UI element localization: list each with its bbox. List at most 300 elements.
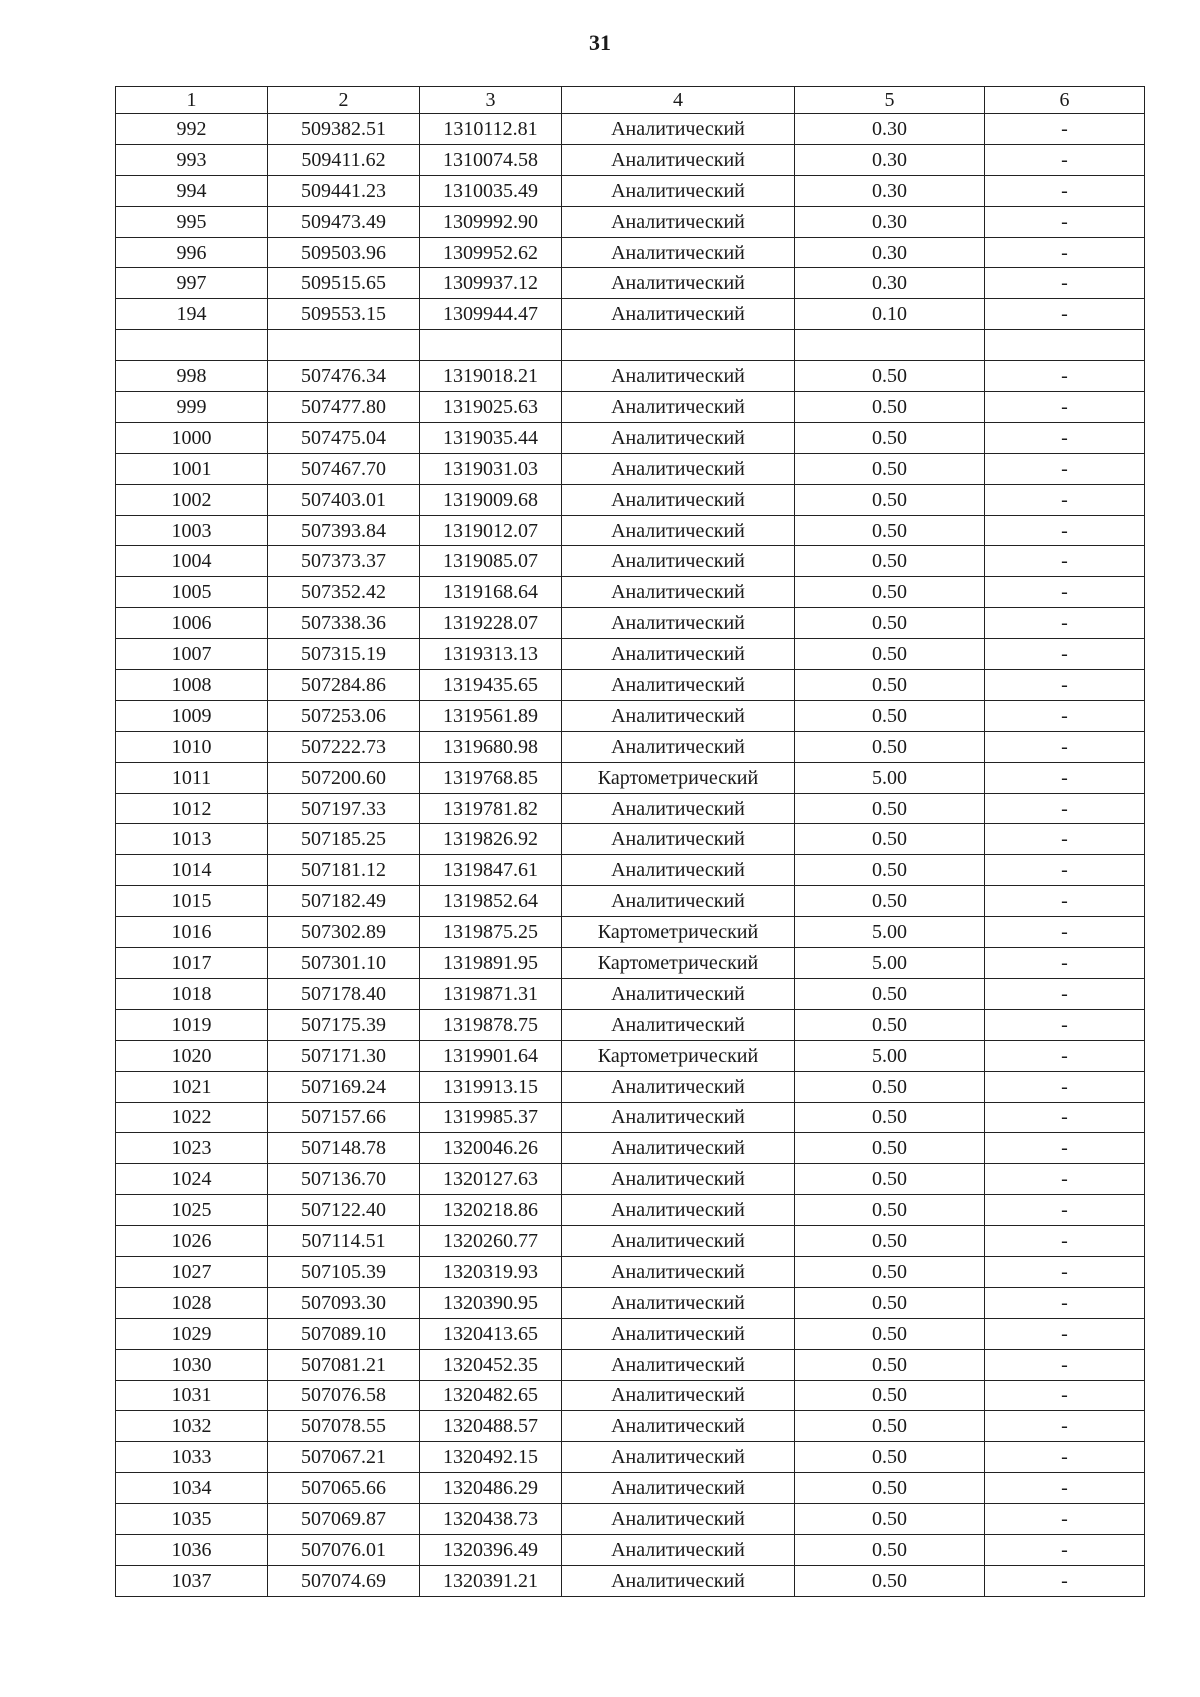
y-coordinate-cell: 1309992.90 xyxy=(420,206,562,237)
table-row xyxy=(116,731,1145,762)
accuracy-cell: 0.50 xyxy=(795,1256,985,1287)
table-row xyxy=(116,1195,1145,1226)
point-number-cell: 1009 xyxy=(116,700,268,731)
method-cell: Аналитический xyxy=(562,515,795,546)
point-number-cell: 1037 xyxy=(116,1565,268,1596)
y-coordinate-cell: 1319768.85 xyxy=(420,762,562,793)
point-number-cell: 1029 xyxy=(116,1318,268,1349)
method-cell: Аналитический xyxy=(562,1133,795,1164)
y-coordinate-cell: 1320260.77 xyxy=(420,1226,562,1257)
x-coordinate-cell: 509382.51 xyxy=(268,114,420,145)
note-cell: - xyxy=(985,1195,1145,1226)
note-cell: - xyxy=(985,886,1145,917)
table-row xyxy=(116,144,1145,175)
note-cell: - xyxy=(985,484,1145,515)
y-coordinate-cell: 1319875.25 xyxy=(420,917,562,948)
note-cell: - xyxy=(985,237,1145,268)
y-coordinate-cell: 1310035.49 xyxy=(420,175,562,206)
table-row xyxy=(116,1256,1145,1287)
point-number-cell: 996 xyxy=(116,237,268,268)
note-cell: - xyxy=(985,639,1145,670)
table-row xyxy=(116,670,1145,701)
method-cell: Аналитический xyxy=(562,1102,795,1133)
accuracy-cell: 0.50 xyxy=(795,1534,985,1565)
point-number-cell: 1004 xyxy=(116,546,268,577)
point-number-cell: 992 xyxy=(116,114,268,145)
accuracy-cell: 5.00 xyxy=(795,917,985,948)
accuracy-cell: 0.50 xyxy=(795,1102,985,1133)
note-cell xyxy=(985,330,1145,361)
table-row xyxy=(116,608,1145,639)
method-cell: Аналитический xyxy=(562,855,795,886)
table-row xyxy=(116,1226,1145,1257)
point-number-cell: 1010 xyxy=(116,731,268,762)
y-coordinate-cell: 1320218.86 xyxy=(420,1195,562,1226)
note-cell: - xyxy=(985,1411,1145,1442)
accuracy-cell: 5.00 xyxy=(795,1040,985,1071)
method-cell: Аналитический xyxy=(562,361,795,392)
table-row xyxy=(116,1164,1145,1195)
accuracy-cell: 0.50 xyxy=(795,639,985,670)
accuracy-cell: 0.30 xyxy=(795,268,985,299)
x-coordinate-cell: 509553.15 xyxy=(268,299,420,330)
point-number-cell: 1030 xyxy=(116,1349,268,1380)
x-coordinate-cell: 507076.58 xyxy=(268,1380,420,1411)
point-number-cell: 1003 xyxy=(116,515,268,546)
note-cell: - xyxy=(985,546,1145,577)
table-row xyxy=(116,361,1145,392)
y-coordinate-cell: 1309952.62 xyxy=(420,237,562,268)
accuracy-cell: 5.00 xyxy=(795,762,985,793)
table-row xyxy=(116,886,1145,917)
x-coordinate-cell: 507067.21 xyxy=(268,1442,420,1473)
x-coordinate-cell: 509515.65 xyxy=(268,268,420,299)
method-cell: Аналитический xyxy=(562,886,795,917)
y-coordinate-cell: 1319913.15 xyxy=(420,1071,562,1102)
table-row xyxy=(116,1071,1145,1102)
accuracy-cell: 0.50 xyxy=(795,392,985,423)
y-coordinate-cell: 1319168.64 xyxy=(420,577,562,608)
x-coordinate-cell: 507338.36 xyxy=(268,608,420,639)
point-number-cell: 993 xyxy=(116,144,268,175)
method-cell xyxy=(562,330,795,361)
accuracy-cell: 0.50 xyxy=(795,793,985,824)
x-coordinate-cell: 507148.78 xyxy=(268,1133,420,1164)
point-number-cell: 1013 xyxy=(116,824,268,855)
method-cell: Аналитический xyxy=(562,299,795,330)
x-coordinate-cell: 507076.01 xyxy=(268,1534,420,1565)
y-coordinate-cell: 1319826.92 xyxy=(420,824,562,855)
table-row xyxy=(116,1504,1145,1535)
table-row xyxy=(116,1411,1145,1442)
accuracy-cell: 0.50 xyxy=(795,1071,985,1102)
method-cell: Аналитический xyxy=(562,1534,795,1565)
point-number-cell: 1026 xyxy=(116,1226,268,1257)
note-cell: - xyxy=(985,175,1145,206)
x-coordinate-cell: 507393.84 xyxy=(268,515,420,546)
table-row xyxy=(116,175,1145,206)
note-cell: - xyxy=(985,144,1145,175)
note-cell: - xyxy=(985,670,1145,701)
table-row xyxy=(116,917,1145,948)
point-number-cell: 194 xyxy=(116,299,268,330)
x-coordinate-cell: 507181.12 xyxy=(268,855,420,886)
accuracy-cell: 0.50 xyxy=(795,1226,985,1257)
table-row xyxy=(116,1102,1145,1133)
point-number-cell xyxy=(116,330,268,361)
accuracy-cell: 0.50 xyxy=(795,453,985,484)
x-coordinate-cell: 507284.86 xyxy=(268,670,420,701)
x-coordinate-cell: 507074.69 xyxy=(268,1565,420,1596)
x-coordinate-cell: 507182.49 xyxy=(268,886,420,917)
x-coordinate-cell: 507081.21 xyxy=(268,1349,420,1380)
x-coordinate-cell: 507467.70 xyxy=(268,453,420,484)
note-cell: - xyxy=(985,1164,1145,1195)
table-row xyxy=(116,1473,1145,1504)
point-number-cell: 1001 xyxy=(116,453,268,484)
method-cell: Аналитический xyxy=(562,577,795,608)
point-number-cell: 1036 xyxy=(116,1534,268,1565)
y-coordinate-cell: 1320488.57 xyxy=(420,1411,562,1442)
y-coordinate-cell: 1310074.58 xyxy=(420,144,562,175)
point-number-cell: 1007 xyxy=(116,639,268,670)
point-number-cell: 1034 xyxy=(116,1473,268,1504)
x-coordinate-cell: 507089.10 xyxy=(268,1318,420,1349)
accuracy-cell: 0.50 xyxy=(795,546,985,577)
method-cell: Аналитический xyxy=(562,453,795,484)
accuracy-cell: 0.50 xyxy=(795,1133,985,1164)
y-coordinate-cell: 1320046.26 xyxy=(420,1133,562,1164)
x-coordinate-cell: 507157.66 xyxy=(268,1102,420,1133)
method-cell: Аналитический xyxy=(562,793,795,824)
y-coordinate-cell: 1319985.37 xyxy=(420,1102,562,1133)
note-cell: - xyxy=(985,114,1145,145)
note-cell: - xyxy=(985,1226,1145,1257)
method-cell: Аналитический xyxy=(562,1287,795,1318)
y-coordinate-cell: 1319085.07 xyxy=(420,546,562,577)
method-cell: Аналитический xyxy=(562,978,795,1009)
y-coordinate-cell: 1320492.15 xyxy=(420,1442,562,1473)
table-row xyxy=(116,1349,1145,1380)
accuracy-cell: 0.50 xyxy=(795,731,985,762)
note-cell: - xyxy=(985,948,1145,979)
point-number-cell: 1014 xyxy=(116,855,268,886)
y-coordinate-cell: 1319018.21 xyxy=(420,361,562,392)
y-coordinate-cell: 1319891.95 xyxy=(420,948,562,979)
table-row xyxy=(116,1380,1145,1411)
y-coordinate-cell: 1320452.35 xyxy=(420,1349,562,1380)
accuracy-cell: 0.50 xyxy=(795,577,985,608)
point-number-cell: 995 xyxy=(116,206,268,237)
page-number: 31 xyxy=(589,30,611,55)
method-cell: Аналитический xyxy=(562,1349,795,1380)
point-number-cell: 1020 xyxy=(116,1040,268,1071)
method-cell: Аналитический xyxy=(562,731,795,762)
y-coordinate-cell: 1320413.65 xyxy=(420,1318,562,1349)
y-coordinate-cell: 1320396.49 xyxy=(420,1534,562,1565)
note-cell: - xyxy=(985,1565,1145,1596)
method-cell: Аналитический xyxy=(562,1195,795,1226)
method-cell: Картометрический xyxy=(562,917,795,948)
y-coordinate-cell: 1319313.13 xyxy=(420,639,562,670)
table-row xyxy=(116,948,1145,979)
method-cell: Аналитический xyxy=(562,670,795,701)
method-cell: Аналитический xyxy=(562,1504,795,1535)
table-row xyxy=(116,1133,1145,1164)
table-row xyxy=(116,1318,1145,1349)
table-row xyxy=(116,114,1145,145)
point-number-cell: 1011 xyxy=(116,762,268,793)
column-header: 1 xyxy=(116,87,268,114)
note-cell: - xyxy=(985,515,1145,546)
x-coordinate-cell: 507122.40 xyxy=(268,1195,420,1226)
point-number-cell: 994 xyxy=(116,175,268,206)
y-coordinate-cell: 1320486.29 xyxy=(420,1473,562,1504)
accuracy-cell: 0.30 xyxy=(795,206,985,237)
accuracy-cell: 0.30 xyxy=(795,144,985,175)
x-coordinate-cell: 509473.49 xyxy=(268,206,420,237)
accuracy-cell: 0.50 xyxy=(795,886,985,917)
table-row xyxy=(116,392,1145,423)
y-coordinate-cell: 1320482.65 xyxy=(420,1380,562,1411)
accuracy-cell: 0.50 xyxy=(795,515,985,546)
table-row xyxy=(116,268,1145,299)
note-cell: - xyxy=(985,206,1145,237)
point-number-cell: 1023 xyxy=(116,1133,268,1164)
method-cell: Аналитический xyxy=(562,1411,795,1442)
note-cell: - xyxy=(985,1442,1145,1473)
method-cell: Аналитический xyxy=(562,392,795,423)
x-coordinate-cell: 507078.55 xyxy=(268,1411,420,1442)
point-number-cell: 1019 xyxy=(116,1009,268,1040)
x-coordinate-cell: 507185.25 xyxy=(268,824,420,855)
method-cell: Аналитический xyxy=(562,1318,795,1349)
note-cell: - xyxy=(985,855,1145,886)
table-row xyxy=(116,1565,1145,1596)
note-cell: - xyxy=(985,392,1145,423)
y-coordinate-cell: 1319025.63 xyxy=(420,392,562,423)
table-row xyxy=(116,206,1145,237)
accuracy-cell: 0.50 xyxy=(795,1349,985,1380)
accuracy-cell: 0.50 xyxy=(795,361,985,392)
x-coordinate-cell: 507403.01 xyxy=(268,484,420,515)
note-cell: - xyxy=(985,793,1145,824)
y-coordinate-cell: 1309937.12 xyxy=(420,268,562,299)
x-coordinate-cell: 507475.04 xyxy=(268,422,420,453)
point-number-cell: 1017 xyxy=(116,948,268,979)
accuracy-cell: 0.50 xyxy=(795,1164,985,1195)
table-row xyxy=(116,793,1145,824)
point-number-cell: 1027 xyxy=(116,1256,268,1287)
x-coordinate-cell: 507253.06 xyxy=(268,700,420,731)
table-row xyxy=(116,330,1145,361)
x-coordinate-cell: 509441.23 xyxy=(268,175,420,206)
column-header: 4 xyxy=(562,87,795,114)
note-cell: - xyxy=(985,1534,1145,1565)
method-cell: Аналитический xyxy=(562,1380,795,1411)
method-cell: Аналитический xyxy=(562,1442,795,1473)
table-row xyxy=(116,700,1145,731)
point-number-cell: 1008 xyxy=(116,670,268,701)
note-cell: - xyxy=(985,731,1145,762)
accuracy-cell: 0.50 xyxy=(795,1411,985,1442)
method-cell: Картометрический xyxy=(562,948,795,979)
x-coordinate-cell: 507197.33 xyxy=(268,793,420,824)
accuracy-cell: 0.50 xyxy=(795,1442,985,1473)
method-cell: Аналитический xyxy=(562,114,795,145)
note-cell: - xyxy=(985,453,1145,484)
coordinates-table xyxy=(115,86,1145,1597)
y-coordinate-cell: 1320319.93 xyxy=(420,1256,562,1287)
method-cell: Аналитический xyxy=(562,1473,795,1504)
point-number-cell: 1033 xyxy=(116,1442,268,1473)
table-row xyxy=(116,299,1145,330)
accuracy-cell: 0.50 xyxy=(795,824,985,855)
y-coordinate-cell: 1310112.81 xyxy=(420,114,562,145)
table-row xyxy=(116,1009,1145,1040)
method-cell: Аналитический xyxy=(562,422,795,453)
method-cell: Аналитический xyxy=(562,1009,795,1040)
table-row xyxy=(116,1287,1145,1318)
note-cell: - xyxy=(985,299,1145,330)
y-coordinate-cell xyxy=(420,330,562,361)
y-coordinate-cell: 1319561.89 xyxy=(420,700,562,731)
point-number-cell: 1000 xyxy=(116,422,268,453)
note-cell: - xyxy=(985,1287,1145,1318)
accuracy-cell: 5.00 xyxy=(795,948,985,979)
table-row xyxy=(116,824,1145,855)
method-cell: Аналитический xyxy=(562,1226,795,1257)
point-number-cell: 1016 xyxy=(116,917,268,948)
x-coordinate-cell: 507069.87 xyxy=(268,1504,420,1535)
method-cell: Аналитический xyxy=(562,608,795,639)
x-coordinate-cell: 507302.89 xyxy=(268,917,420,948)
table-row xyxy=(116,1442,1145,1473)
accuracy-cell: 0.50 xyxy=(795,1504,985,1535)
table-row xyxy=(116,978,1145,1009)
x-coordinate-cell: 507169.24 xyxy=(268,1071,420,1102)
method-cell: Аналитический xyxy=(562,1071,795,1102)
y-coordinate-cell: 1319781.82 xyxy=(420,793,562,824)
note-cell: - xyxy=(985,700,1145,731)
x-coordinate-cell: 507352.42 xyxy=(268,577,420,608)
accuracy-cell: 0.50 xyxy=(795,484,985,515)
table-row xyxy=(116,577,1145,608)
x-coordinate-cell: 507136.70 xyxy=(268,1164,420,1195)
y-coordinate-cell: 1320127.63 xyxy=(420,1164,562,1195)
y-coordinate-cell: 1320438.73 xyxy=(420,1504,562,1535)
point-number-cell: 1025 xyxy=(116,1195,268,1226)
point-number-cell: 999 xyxy=(116,392,268,423)
y-coordinate-cell: 1319852.64 xyxy=(420,886,562,917)
note-cell: - xyxy=(985,577,1145,608)
table-body xyxy=(116,114,1145,1597)
x-coordinate-cell: 507315.19 xyxy=(268,639,420,670)
y-coordinate-cell: 1319012.07 xyxy=(420,515,562,546)
y-coordinate-cell: 1320391.21 xyxy=(420,1565,562,1596)
y-coordinate-cell: 1319878.75 xyxy=(420,1009,562,1040)
table-row xyxy=(116,453,1145,484)
accuracy-cell: 0.10 xyxy=(795,299,985,330)
method-cell: Аналитический xyxy=(562,1256,795,1287)
x-coordinate-cell xyxy=(268,330,420,361)
point-number-cell: 1015 xyxy=(116,886,268,917)
accuracy-cell: 0.30 xyxy=(795,114,985,145)
note-cell: - xyxy=(985,824,1145,855)
x-coordinate-cell: 507175.39 xyxy=(268,1009,420,1040)
note-cell: - xyxy=(985,268,1145,299)
note-cell: - xyxy=(985,361,1145,392)
note-cell: - xyxy=(985,1256,1145,1287)
method-cell: Аналитический xyxy=(562,700,795,731)
y-coordinate-cell: 1319031.03 xyxy=(420,453,562,484)
column-header: 2 xyxy=(268,87,420,114)
column-header: 6 xyxy=(985,87,1145,114)
note-cell: - xyxy=(985,978,1145,1009)
y-coordinate-cell: 1319901.64 xyxy=(420,1040,562,1071)
table-row xyxy=(116,762,1145,793)
point-number-cell: 1012 xyxy=(116,793,268,824)
accuracy-cell: 0.50 xyxy=(795,422,985,453)
note-cell: - xyxy=(985,1009,1145,1040)
table-row xyxy=(116,1534,1145,1565)
note-cell: - xyxy=(985,1102,1145,1133)
note-cell: - xyxy=(985,1133,1145,1164)
note-cell: - xyxy=(985,1318,1145,1349)
note-cell: - xyxy=(985,917,1145,948)
accuracy-cell: 0.50 xyxy=(795,1318,985,1349)
table-row xyxy=(116,855,1145,886)
x-coordinate-cell: 507301.10 xyxy=(268,948,420,979)
method-cell: Аналитический xyxy=(562,1164,795,1195)
y-coordinate-cell: 1319035.44 xyxy=(420,422,562,453)
method-cell: Аналитический xyxy=(562,824,795,855)
column-header: 5 xyxy=(795,87,985,114)
method-cell: Аналитический xyxy=(562,237,795,268)
method-cell: Аналитический xyxy=(562,175,795,206)
method-cell: Картометрический xyxy=(562,762,795,793)
point-number-cell: 1024 xyxy=(116,1164,268,1195)
y-coordinate-cell: 1319680.98 xyxy=(420,731,562,762)
point-number-cell: 1018 xyxy=(116,978,268,1009)
method-cell: Картометрический xyxy=(562,1040,795,1071)
table-row xyxy=(116,546,1145,577)
y-coordinate-cell: 1309944.47 xyxy=(420,299,562,330)
table-row xyxy=(116,639,1145,670)
point-number-cell: 1028 xyxy=(116,1287,268,1318)
x-coordinate-cell: 509503.96 xyxy=(268,237,420,268)
table-row xyxy=(116,515,1145,546)
x-coordinate-cell: 507373.37 xyxy=(268,546,420,577)
accuracy-cell: 0.50 xyxy=(795,1195,985,1226)
x-coordinate-cell: 507178.40 xyxy=(268,978,420,1009)
x-coordinate-cell: 507477.80 xyxy=(268,392,420,423)
accuracy-cell: 0.30 xyxy=(795,175,985,206)
column-header: 3 xyxy=(420,87,562,114)
point-number-cell: 998 xyxy=(116,361,268,392)
point-number-cell: 1032 xyxy=(116,1411,268,1442)
x-coordinate-cell: 507065.66 xyxy=(268,1473,420,1504)
accuracy-cell: 0.50 xyxy=(795,978,985,1009)
point-number-cell: 1006 xyxy=(116,608,268,639)
point-number-cell: 1005 xyxy=(116,577,268,608)
note-cell: - xyxy=(985,762,1145,793)
method-cell: Аналитический xyxy=(562,639,795,670)
x-coordinate-cell: 509411.62 xyxy=(268,144,420,175)
note-cell: - xyxy=(985,1349,1145,1380)
note-cell: - xyxy=(985,1473,1145,1504)
point-number-cell: 1021 xyxy=(116,1071,268,1102)
